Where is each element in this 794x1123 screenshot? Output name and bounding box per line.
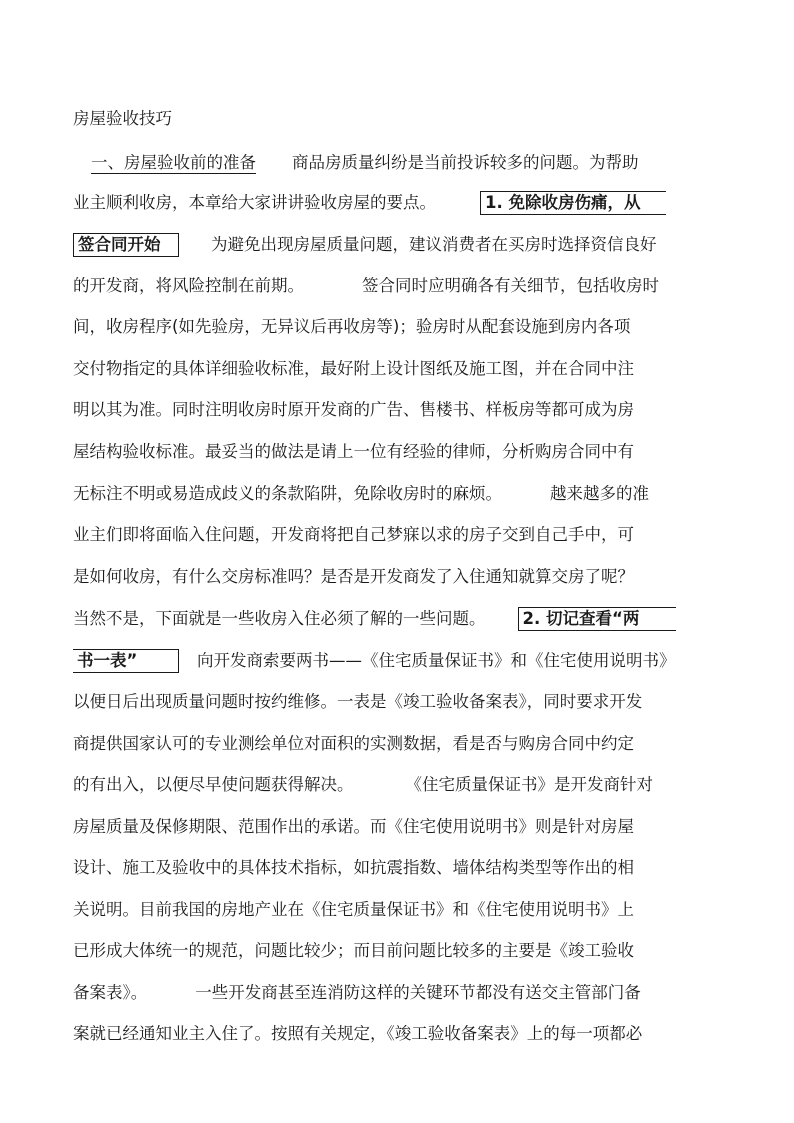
body-text: 签合同时应明确各有关细节，包括收房时 [362,276,659,295]
boxed-heading: 2. 切记查看“两 [518,607,676,631]
paragraph-line [73,769,721,801]
boxed-heading: 书一表” [73,649,179,673]
body-text: 一些开发商甚至连消防这样的关键环节都没有送交主管部门备 [195,983,641,1002]
paragraph-line: 关说明。目前我国的房地产业在《住宅质量保证书》和《住宅使用说明书》上 [73,900,634,919]
paragraph-line: 业主们即将面临入住问题，开发商将把自己梦寐以求的房子交到自己手中，可 [73,525,634,544]
paragraph-line: 以便日后出现质量问题时按约维修。一表是《竣工验收备案表》，同时要求开发 [73,692,643,711]
boxed-heading: 签合同开始 [73,233,179,257]
paragraph-line [73,229,721,261]
body-text: 备案表》。 [73,983,148,1002]
paragraph-line: 案就已经通知业主入住了。按照有关规定，《竣工验收备案表》上的每一项都必 [73,1024,643,1043]
paragraph-line [73,645,721,677]
body-text: 《住宅质量保证书》是开发商针对 [405,775,653,794]
paragraph-line: 交付物指定的具体详细验收标准，最好附上设计图纸及施工图，并在合同中注 [73,359,634,378]
paragraph-line: 房屋质量及保修期限、范围作出的承诺。而《住宅使用说明书》则是针对房屋 [73,817,634,836]
body-text: 商品房质量纠纷是当前投诉较多的问题。为帮助 [292,153,639,172]
paragraph-line [73,187,721,219]
section-heading: 一、房屋验收前的准备 [91,153,256,172]
body-text: 当然不是，下面就是一些收房入住必须了解的一些问题。 [73,609,486,628]
paragraph-line: 明以其为准。同时注明收房时原开发商的广告、售楼书、样板房等都可成为房 [73,400,634,419]
paragraph-line: 是如何收房，有什么交房标准吗？是否是开发商发了入住通知就算交房了呢？ [73,567,634,586]
document-title: 房屋验收技巧 [73,109,172,128]
body-text: 业主顺利收房，本章给大家讲讲验收房屋的要点。 [73,193,436,212]
body-text: 向开发商索要两书——《住宅质量保证书》和《住宅使用说明书》 [197,651,676,670]
paragraph-line [73,270,721,302]
paragraph-line [73,603,721,635]
paragraph-line [73,147,721,179]
paragraph-line: 已形成大体统一的规范，问题比较少；而目前问题比较多的主要是《竣工验收 [73,941,634,960]
paragraph-line: 商提供国家认可的专业测绘单位对面积的实测数据，看是否与购房合同中约定 [73,734,634,753]
body-text: 的有出入，以便尽早使问题获得解决。 [73,775,354,794]
body-text: 为避免出现房屋质量问题，建议消费者在买房时选择资信良好 [211,235,657,254]
paragraph-line [73,478,721,510]
paragraph-line: 间，收房程序(如先验房，无异议后再收房等)；验房时从配套设施到房内各项 [73,317,631,336]
body-text: 无标注不明或易造成歧义的条款陷阱，免除收房时的麻烦。 [73,484,502,503]
body-text: 越来越多的准 [550,484,649,503]
body-text: 的开发商，将风险控制在前期。 [73,276,304,295]
paragraph-line [73,977,721,1009]
paragraph-line: 屋结构验收标准。最妥当的做法是请上一位有经验的律师，分析购房合同中有 [73,442,634,461]
paragraph-line: 设计、施工及验收中的具体技术指标，如抗震指数、墙体结构类型等作出的相 [73,858,634,877]
boxed-heading: 1. 免除收房伤痛，从 [480,191,666,215]
